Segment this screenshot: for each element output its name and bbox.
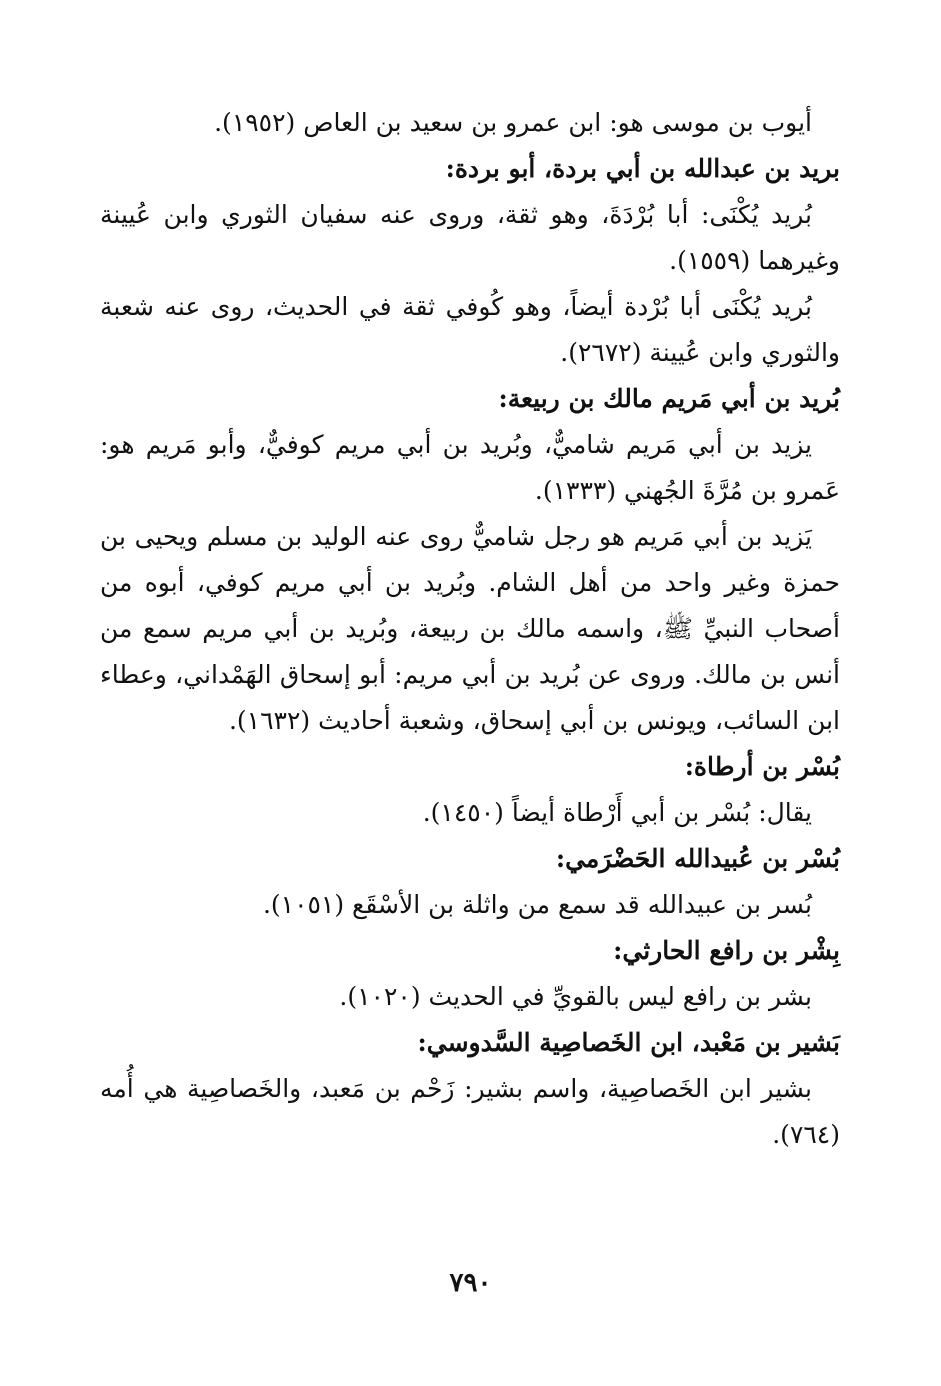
entry-heading: بَشير بن مَعْبد، ابن الخَصاصِية السَّدوسي:: [417, 1028, 840, 1057]
entry-paragraph: بشير ابن الخَصاصِية، واسم بشير: زَحْم بن مَعبد، والخَصاصِية هي أُمه (٧٦٤).: [100, 1074, 840, 1149]
entry-paragraph: بُسر بن عبيدالله قد سمع من واثلة بن الأسْقَع (١٠٥١).: [262, 890, 812, 919]
entry-bashir-ibn-mabad: [100, 1020, 840, 1158]
entry-heading: بريد بن عبدالله بن أبي بردة، أبو بردة:: [445, 154, 840, 183]
entry-paragraph: بشر بن رافع ليس بالقويِّ في الحديث (١٠٢٠).: [339, 982, 812, 1011]
entry-heading: بُريد بن أبي مَريم مالك بن ربيعة:: [498, 384, 840, 413]
entry-heading: بُسْر بن عُبيدالله الحَضْرَمي:: [555, 844, 840, 873]
entry-paragraph: يزيد بن أبي مَريم شاميٌّ، وبُريد بن أبي مريم كوفيٌّ، وأبو مَريم هو: عَمرو بن مُرَّةَ الجُهني (١٣٣٣).: [100, 430, 840, 505]
entry-paragraph: يَزيد بن أبي مَريم هو رجل شاميٌّ روى عنه الوليد بن مسلم ويحيى بن حمزة وغير واحد من أهل الشام. وبُريد بن أبي مريم كوفي، أبوه من أصحاب النبيِّ ﷺ، واسمه مالك بن ربيعة، وبُريد بن أبي مريم سمع من أنس بن مالك. وروى عن بُريد بن أبي مريم: أبو إسحاق الهَمْداني، وعطاء ابن السائب، ويونس بن أبي إسحاق، وشعبة أحاديث (١٦٣٢).: [100, 522, 840, 735]
entry-bishr-ibn-rafi: [100, 928, 840, 1020]
page-body: [100, 100, 840, 1158]
entry-paragraph: بُريد يُكْنَى: أبا بُرْدَةَ، وهو ثقة، وروى عنه سفيان الثوري وابن عُيينة وغيرهما (١٥٥٩).: [100, 200, 840, 275]
entry-bureid-ibn-abi-maryam: [100, 376, 840, 744]
entry-busr-ibn-artah: [100, 744, 840, 836]
entry-bureid-ibn-abdullah: [100, 146, 840, 376]
entry-busr-ibn-ubaydullah: [100, 836, 840, 928]
intro-text: أيوب بن موسى هو: ابن عمرو بن سعيد بن العاص (١٩٥٢).: [214, 108, 812, 137]
entry-paragraph: بُريد يُكْنَى أبا بُرْدة أيضاً، وهو كُوفي ثقة في الحديث، روى عنه شعبة والثوري وابن عُيينة (٢٦٧٢).: [100, 292, 840, 367]
entry-paragraph: يقال: بُسْر بن أبي أَرْطاة أيضاً (١٤٥٠).: [422, 798, 812, 827]
entry-heading: بُسْر بن أرطاة:: [684, 752, 840, 781]
page-number: ٧٩٠: [449, 1268, 492, 1298]
entry-heading: بِشْر بن رافع الحارثي:: [613, 936, 840, 965]
